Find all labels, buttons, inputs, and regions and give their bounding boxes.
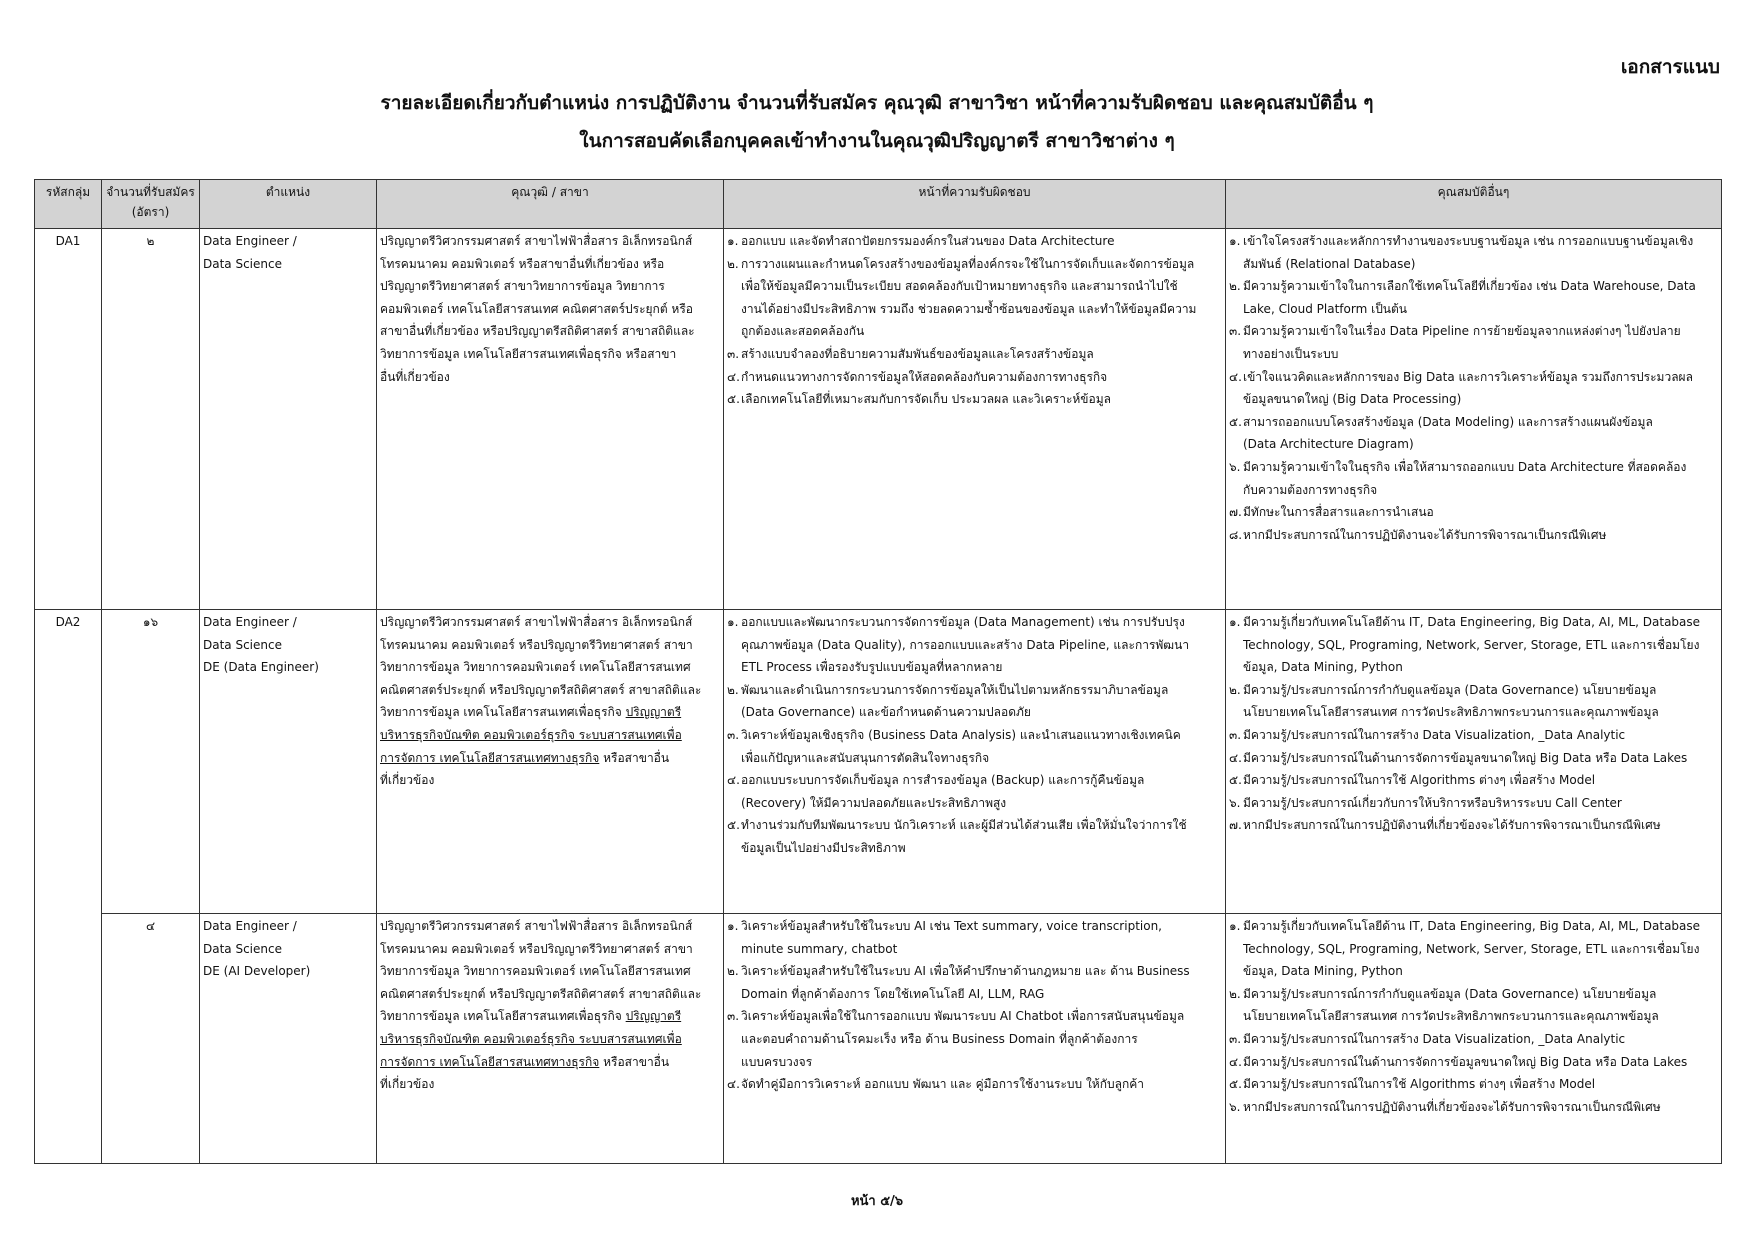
list-item-text: มีความรู้/ประสบการณ์ในการสร้าง Data Visualization, _Data Analytic bbox=[1243, 727, 1626, 742]
list-item bbox=[1229, 320, 1718, 365]
qualification-underlined: การจัดการ เทคโนโลยีสารสนเทศทางธุรกิจ bbox=[380, 1054, 600, 1069]
list-item-number: ๔. bbox=[1229, 750, 1242, 765]
list-item-text: ทางอย่างเป็นระบบ bbox=[1243, 346, 1339, 361]
list-item bbox=[1229, 611, 1718, 679]
list-item bbox=[727, 724, 1222, 769]
list-item-number: ๒. bbox=[727, 964, 739, 979]
list-item-text: พัฒนาและดำเนินการกระบวนการจัดการข้อมูลให้เป็นไปตามหลักธรรมาภิบาลข้อมูล bbox=[741, 682, 1169, 697]
attachment-label: เอกสารแนบ bbox=[1620, 56, 1720, 78]
list-item-number: ๔. bbox=[727, 369, 740, 384]
list-item-text: ETL Process เพื่อรองรับรูปแบบข้อมูลที่หลากหลาย bbox=[741, 660, 1003, 675]
duties-cell bbox=[724, 229, 1226, 610]
list-item bbox=[1229, 501, 1718, 524]
list-item-number: ๑. bbox=[727, 615, 739, 629]
qualification-line: คณิตศาสตร์ประยุกต์ หรือปริญญาตรีสถิติศาสตร์ สาขาสถิติและ bbox=[380, 682, 702, 697]
list-item bbox=[727, 960, 1222, 1005]
qualification-line: ปริญญาตรีวิทยาศาสตร์ สาขาวิทยาการข้อมูล วิทยาการ bbox=[380, 279, 665, 294]
list-item-number: ๓. bbox=[727, 346, 740, 361]
list-item-number: ๑. bbox=[1229, 919, 1241, 933]
qualification-line: อื่นที่เกี่ยวข้อง bbox=[380, 369, 450, 384]
list-item-text: สร้างแบบจำลองที่อธิบายความสัมพันธ์ของข้อมูลและโครงสร้างข้อมูล bbox=[741, 346, 1094, 361]
header-duties: หน้าที่ความรับผิดชอบ bbox=[724, 180, 1226, 229]
table-row bbox=[35, 229, 1722, 610]
list-item bbox=[1229, 769, 1718, 792]
position-line: Data Engineer / bbox=[203, 919, 297, 933]
header-group-code: รหัสกลุ่ม bbox=[35, 180, 102, 229]
list-item-text: ออกแบบและพัฒนากระบวนการจัดการข้อมูล (Data Management) เช่น การปรับปรุง bbox=[741, 615, 1185, 629]
list-item-text: หากมีประสบการณ์ในการปฏิบัติงานจะได้รับการพิจารณาเป็นกรณีพิเศษ bbox=[1243, 527, 1607, 542]
list-item-text: ทำงานร่วมกับทีมพัฒนาระบบ นักวิเคราะห์ และผู้มีส่วนได้ส่วนเสีย เพื่อให้มั่นใจว่าการใช้ bbox=[741, 818, 1187, 833]
qualification-cell bbox=[377, 610, 724, 914]
qualification-line: ปริญญาตรีวิศวกรรมศาสตร์ สาขาไฟฟ้าสื่อสาร อิเล็กทรอนิกส์ bbox=[380, 919, 693, 933]
qualification-line: วิทยาการข้อมูล วิทยาการคอมพิวเตอร์ เทคโนโลยีสารสนเทศ bbox=[380, 964, 691, 979]
list-item-text: Technology, SQL, Programing, Network, Server, Storage, ETL และการเชื่อมโยง bbox=[1243, 941, 1700, 956]
list-item-text: นโยบายเทคโนโลยีสารสนเทศ การวัดประสิทธิภาพกระบวนการและคุณภาพข้อมูล bbox=[1243, 705, 1659, 720]
qualification-line: คอมพิวเตอร์ เทคโนโลยีสารสนเทศ คณิตศาสตร์ประยุกต์ หรือ bbox=[380, 301, 693, 316]
list-item-text: หากมีประสบการณ์ในการปฏิบัติงานที่เกี่ยวข้องจะได้รับการพิจารณาเป็นกรณีพิเศษ bbox=[1243, 818, 1661, 833]
quota-cell: ๔ bbox=[102, 914, 200, 1164]
list-item-text: (Data Governance) และข้อกำหนดด้านความปลอดภัย bbox=[741, 705, 1031, 720]
list-item-text: Domain ที่ลูกค้าต้องการ โดยใช้เทคโนโลยี AI, LLM, RAG bbox=[741, 986, 1045, 1001]
list-item-number: ๕. bbox=[727, 392, 740, 407]
list-item-number: ๕. bbox=[1229, 414, 1242, 429]
other-qualifications-list bbox=[1229, 230, 1718, 546]
list-item-text: นโยบายเทคโนโลยีสารสนเทศ การวัดประสิทธิภาพกระบวนการและคุณภาพข้อมูล bbox=[1243, 1009, 1659, 1024]
position-line: DE (Data Engineer) bbox=[203, 660, 319, 675]
list-item-number: ๗. bbox=[1229, 818, 1242, 833]
position-cell bbox=[200, 610, 377, 914]
header-qualification: คุณวุฒิ / สาขา bbox=[377, 180, 724, 229]
list-item-number: ๕. bbox=[1229, 1077, 1242, 1092]
list-item-number: ๓. bbox=[1229, 1031, 1242, 1046]
list-item-text: ข้อมูลขนาดใหญ่ (Big Data Processing) bbox=[1243, 392, 1462, 407]
qualification-underlined: ปริญญาตรี bbox=[625, 1009, 682, 1024]
qualification-line bbox=[380, 747, 720, 770]
table-row bbox=[35, 610, 1722, 914]
list-item-text: สามารถออกแบบโครงสร้างข้อมูล (Data Modeling) และการสร้างแผนผังข้อมูล bbox=[1243, 414, 1653, 429]
list-item bbox=[1229, 366, 1718, 411]
list-item bbox=[727, 915, 1222, 960]
list-item-text: มีความรู้/ประสบการณ์การกำกับดูแลข้อมูล (Data Governance) นโยบายข้อมูล bbox=[1243, 986, 1657, 1001]
list-item-number: ๑. bbox=[1229, 234, 1241, 248]
duties-cell bbox=[724, 914, 1226, 1164]
document-subtitle: ในการสอบคัดเลือกบุคคลเข้าทำงานในคุณวุฒิปริญญาตรี สาขาวิชาต่าง ๆ bbox=[579, 130, 1175, 152]
list-item-number: ๓. bbox=[727, 727, 740, 742]
list-item-text: มีความรู้ความเข้าใจในธุรกิจ เพื่อให้สามารถออกแบบ Data Architecture ที่สอดคล้อง bbox=[1243, 459, 1687, 474]
list-item bbox=[727, 611, 1222, 679]
list-item bbox=[1229, 724, 1718, 747]
list-item-text: เพื่อให้ข้อมูลมีความเป็นระเบียบ สอดคล้องกับเป้าหมายทางธุรกิจ และสามารถนำไปใช้ bbox=[741, 279, 1178, 294]
group-code-cell: DA2 bbox=[35, 610, 102, 1164]
list-item bbox=[1229, 275, 1718, 320]
list-item-number: ๒. bbox=[727, 256, 739, 271]
header-quota bbox=[102, 180, 200, 229]
list-item-number: ๔. bbox=[1229, 1054, 1242, 1069]
position-line: Data Science bbox=[203, 941, 282, 956]
qualification-line: โทรคมนาคม คอมพิวเตอร์ หรือปริญญาตรีวิทยาศาสตร์ สาขา bbox=[380, 941, 693, 956]
qualification-line: โทรคมนาคม คอมพิวเตอร์ หรือสาขาอื่นที่เกี่ยวข้อง หรือ bbox=[380, 256, 665, 271]
position-line: Data Science bbox=[203, 637, 282, 652]
list-item-number: ๕. bbox=[727, 818, 740, 833]
qualification-text: หรือสาขาอื่น bbox=[599, 750, 670, 765]
position-cell bbox=[200, 914, 377, 1164]
list-item-number: ๓. bbox=[727, 1009, 740, 1024]
list-item-text: และตอบคำถามด้านโรคมะเร็ง หรือ ด้าน Business Domain ที่ลูกค้าต้องการ bbox=[741, 1031, 1138, 1046]
list-item-text: เข้าใจแนวคิดและหลักการของ Big Data และการวิเคราะห์ข้อมูล รวมถึงการประมวลผล bbox=[1243, 369, 1693, 384]
list-item bbox=[1229, 524, 1718, 547]
list-item bbox=[1229, 1028, 1718, 1051]
list-item-text: (Recovery) ให้มีความปลอดภัยและประสิทธิภาพสูง bbox=[741, 795, 1007, 810]
list-item-text: มีความรู้ความเข้าใจในเรื่อง Data Pipeline การย้ายข้อมูลจากแหล่งต่างๆ ไปยังปลาย bbox=[1243, 324, 1681, 339]
qualification-line: ปริญญาตรีวิศวกรรมศาสตร์ สาขาไฟฟ้าสื่อสาร อิเล็กทรอนิกส์ bbox=[380, 615, 693, 629]
list-item-number: ๖. bbox=[1229, 459, 1241, 474]
list-item-text: กำหนดแนวทางการจัดการข้อมูลให้สอดคล้องกับความต้องการทางธุรกิจ bbox=[741, 369, 1108, 384]
qualification-line bbox=[380, 1005, 720, 1028]
list-item-text: มีความรู้เกี่ยวกับเทคโนโลยีด้าน IT, Data Engineering, Big Data, AI, ML, Database bbox=[1243, 919, 1701, 933]
other-qualifications-cell bbox=[1226, 914, 1722, 1164]
list-item-text: (Data Architecture Diagram) bbox=[1243, 437, 1414, 452]
list-item-text: minute summary, chatbot bbox=[741, 941, 898, 956]
position-line: Data Science bbox=[203, 256, 282, 271]
group-code-cell: DA1 bbox=[35, 229, 102, 610]
table-header-row bbox=[35, 180, 1722, 229]
list-item-number: ๔. bbox=[727, 1077, 740, 1092]
position-line: Data Engineer / bbox=[203, 234, 297, 248]
quota-cell: ๑๖ bbox=[102, 610, 200, 914]
qualification-line: วิทยาการข้อมูล วิทยาการคอมพิวเตอร์ เทคโนโลยีสารสนเทศ bbox=[380, 660, 691, 675]
list-item-text: สัมพันธ์ (Relational Database) bbox=[1243, 256, 1416, 271]
other-qualifications-list bbox=[1229, 915, 1718, 1118]
list-item bbox=[727, 388, 1222, 411]
list-item bbox=[727, 343, 1222, 366]
qualification-underlined: บริหารธุรกิจบัณฑิต คอมพิวเตอร์ธุรกิจ ระบบสารสนเทศเพื่อ bbox=[380, 727, 682, 742]
list-item-text: งานได้อย่างมีประสิทธิภาพ รวมถึง ช่วยลดความซ้ำซ้อนของข้อมูล และทำให้ข้อมูลมีความ bbox=[741, 301, 1197, 316]
list-item bbox=[727, 814, 1222, 859]
list-item-text: ข้อมูลเป็นไปอย่างมีประสิทธิภาพ bbox=[741, 840, 906, 855]
list-item-text: มีความรู้/ประสบการณ์ในด้านการจัดการข้อมูลขนาดใหญ่ Big Data หรือ Data Lakes bbox=[1243, 1054, 1688, 1069]
list-item-text: มีความรู้/ประสบการณ์การกำกับดูแลข้อมูล (Data Governance) นโยบายข้อมูล bbox=[1243, 682, 1657, 697]
list-item bbox=[1229, 814, 1718, 837]
qualification-line bbox=[380, 1051, 720, 1074]
header-quota-line1: จำนวนที่รับสมัคร bbox=[106, 185, 195, 199]
qualification-line: วิทยาการข้อมูล เทคโนโลยีสารสนเทศเพื่อธุรกิจ หรือสาขา bbox=[380, 346, 677, 361]
list-item bbox=[1229, 230, 1718, 275]
list-item-text: Lake, Cloud Platform เป็นต้น bbox=[1243, 301, 1408, 316]
list-item-text: หากมีประสบการณ์ในการปฏิบัติงานที่เกี่ยวข้องจะได้รับการพิจารณาเป็นกรณีพิเศษ bbox=[1243, 1099, 1661, 1114]
list-item-text: ข้อมูล, Data Mining, Python bbox=[1243, 660, 1403, 675]
duties-cell bbox=[724, 610, 1226, 914]
qualification-line: ที่เกี่ยวข้อง bbox=[380, 773, 435, 788]
position-line: DE (AI Developer) bbox=[203, 964, 311, 979]
duties-list bbox=[727, 230, 1222, 411]
list-item-text: Technology, SQL, Programing, Network, Server, Storage, ETL และการเชื่อมโยง bbox=[1243, 637, 1700, 652]
list-item-number: ๔. bbox=[727, 773, 740, 788]
qualification-line: โทรคมนาคม คอมพิวเตอร์ หรือปริญญาตรีวิทยาศาสตร์ สาขา bbox=[380, 637, 693, 652]
list-item-text: วิเคราะห์ข้อมูลเพื่อใช้ในการออกแบบ พัฒนาระบบ AI Chatbot เพื่อการสนับสนุนข้อมูล bbox=[741, 1009, 1185, 1024]
qualification-line: คณิตศาสตร์ประยุกต์ หรือปริญญาตรีสถิติศาสตร์ สาขาสถิติและ bbox=[380, 986, 702, 1001]
list-item-text: มีความรู้/ประสบการณ์ในการใช้ Algorithms ต่างๆ เพื่อสร้าง Model bbox=[1243, 1077, 1596, 1092]
table-row bbox=[35, 914, 1722, 1164]
list-item-number: ๓. bbox=[1229, 324, 1242, 339]
qualification-text: วิทยาการข้อมูล เทคโนโลยีสารสนเทศเพื่อธุรกิจ bbox=[380, 1009, 622, 1024]
list-item bbox=[727, 679, 1222, 724]
quota-cell: ๒ bbox=[102, 229, 200, 610]
header-other-qualifications: คุณสมบัติอื่นๆ bbox=[1226, 180, 1722, 229]
qualification-line: ปริญญาตรีวิศวกรรมศาสตร์ สาขาไฟฟ้าสื่อสาร อิเล็กทรอนิกส์ bbox=[380, 234, 693, 248]
list-item-number: ๓. bbox=[1229, 727, 1242, 742]
qualification-underlined: การจัดการ เทคโนโลยีสารสนเทศทางธุรกิจ bbox=[380, 750, 600, 765]
list-item-text: เลือกเทคโนโลยีที่เหมาะสมกับการจัดเก็บ ประมวลผล และวิเคราะห์ข้อมูล bbox=[741, 392, 1111, 407]
list-item-number: ๒. bbox=[1229, 682, 1241, 697]
other-qualifications-cell bbox=[1226, 610, 1722, 914]
list-item-number: ๖. bbox=[1229, 1099, 1241, 1114]
list-item-number: ๒. bbox=[1229, 986, 1241, 1001]
list-item-text: ถูกต้องและสอดคล้องกัน bbox=[741, 324, 865, 339]
list-item bbox=[727, 230, 1222, 253]
position-line: Data Engineer / bbox=[203, 615, 297, 629]
qualification-underlined: บริหารธุรกิจบัณฑิต คอมพิวเตอร์ธุรกิจ ระบบสารสนเทศเพื่อ bbox=[380, 1031, 682, 1046]
other-qualifications-list bbox=[1229, 611, 1718, 837]
list-item-text: มีทักษะในการสื่อสารและการนำเสนอ bbox=[1243, 505, 1434, 520]
list-item bbox=[1229, 1051, 1718, 1074]
list-item-number: ๔. bbox=[1229, 369, 1242, 384]
list-item bbox=[727, 253, 1222, 343]
qualification-cell bbox=[377, 914, 724, 1164]
list-item-number: ๑. bbox=[727, 919, 739, 933]
qualification-text: หรือสาขาอื่น bbox=[599, 1054, 670, 1069]
list-item bbox=[1229, 1073, 1718, 1096]
document-title: รายละเอียดเกี่ยวกับตำแหน่ง การปฏิบัติงาน จำนวนที่รับสมัคร คุณวุฒิ สาขาวิชา หน้าที่ความรับผิดชอบ และคุณสมบัติอื่น ๆ bbox=[380, 92, 1374, 114]
list-item-text: มีความรู้/ประสบการณ์ในการสร้าง Data Visualization, _Data Analytic bbox=[1243, 1031, 1626, 1046]
list-item-text: วิเคราะห์ข้อมูลเชิงธุรกิจ (Business Data Analysis) และนำเสนอแนวทางเชิงเทคนิค bbox=[741, 727, 1181, 742]
list-item bbox=[727, 1005, 1222, 1073]
position-cell bbox=[200, 229, 377, 610]
list-item bbox=[727, 1073, 1222, 1096]
list-item bbox=[1229, 411, 1718, 456]
header-position: ตำแหน่ง bbox=[200, 180, 377, 229]
list-item-text: จัดทำคู่มือการวิเคราะห์ ออกแบบ พัฒนา และ คู่มือการใช้งานระบบ ให้กับลูกค้า bbox=[741, 1077, 1144, 1092]
positions-table bbox=[34, 179, 1722, 1164]
duties-list bbox=[727, 611, 1222, 860]
list-item bbox=[1229, 456, 1718, 501]
list-item bbox=[1229, 1096, 1718, 1119]
list-item-text: กับความต้องการทางธุรกิจ bbox=[1243, 482, 1378, 497]
list-item-text: เพื่อแก้ปัญหาและสนับสนุนการตัดสินใจทางธุรกิจ bbox=[741, 750, 990, 765]
qualification-cell bbox=[377, 229, 724, 610]
list-item-text: วิเคราะห์ข้อมูลสำหรับใช้ในระบบ AI เพื่อให้คำปรึกษาด้านกฎหมาย และ ด้าน Business bbox=[741, 964, 1190, 979]
qualification-line bbox=[380, 701, 720, 724]
list-item-number: ๒. bbox=[1229, 279, 1241, 294]
list-item bbox=[1229, 679, 1718, 724]
list-item bbox=[727, 366, 1222, 389]
list-item-text: แบบครบวงจร bbox=[741, 1054, 813, 1069]
qualification-line: ที่เกี่ยวข้อง bbox=[380, 1077, 435, 1092]
list-item-number: ๖. bbox=[1229, 795, 1241, 810]
list-item-text: ออกแบบระบบการจัดเก็บข้อมูล การสำรองข้อมูล (Backup) และการกู้คืนข้อมูล bbox=[741, 773, 1145, 788]
list-item-number: ๒. bbox=[727, 682, 739, 697]
list-item bbox=[1229, 915, 1718, 983]
list-item-number: ๑. bbox=[1229, 615, 1241, 629]
list-item-text: การวางแผนและกำหนดโครงสร้างของข้อมูลที่องค์กรจะใช้ในการจัดเก็บและจัดการข้อมูล bbox=[741, 256, 1195, 271]
header-quota-line2: (อัตรา) bbox=[131, 205, 170, 219]
other-qualifications-cell bbox=[1226, 229, 1722, 610]
list-item bbox=[727, 769, 1222, 814]
list-item-text: ออกแบบ และจัดทำสถาปัตยกรรมองค์กรในส่วนของ Data Architecture bbox=[741, 234, 1115, 248]
list-item-number: ๑. bbox=[727, 234, 739, 248]
qualification-underlined: ปริญญาตรี bbox=[625, 705, 682, 720]
list-item-number: ๕. bbox=[1229, 773, 1242, 788]
list-item bbox=[1229, 983, 1718, 1028]
list-item-text: มีความรู้/ประสบการณ์เกี่ยวกับการให้บริการหรือบริหารระบบ Call Center bbox=[1243, 795, 1622, 810]
page-number: หน้า ๕/๖ bbox=[850, 1194, 904, 1209]
qualification-text: วิทยาการข้อมูล เทคโนโลยีสารสนเทศเพื่อธุรกิจ bbox=[380, 705, 622, 720]
list-item-text: เข้าใจโครงสร้างและหลักการทำงานของระบบฐานข้อมูล เช่น การออกแบบฐานข้อมูลเชิง bbox=[1243, 234, 1694, 248]
list-item-text: คุณภาพข้อมูล (Data Quality), การออกแบบและสร้าง Data Pipeline, และการพัฒนา bbox=[741, 637, 1190, 652]
duties-list bbox=[727, 915, 1222, 1096]
list-item-number: ๗. bbox=[1229, 505, 1242, 520]
list-item-text: มีความรู้/ประสบการณ์ในการใช้ Algorithms ต่างๆ เพื่อสร้าง Model bbox=[1243, 773, 1596, 788]
list-item bbox=[1229, 792, 1718, 815]
list-item-text: มีความรู้เกี่ยวกับเทคโนโลยีด้าน IT, Data Engineering, Big Data, AI, ML, Database bbox=[1243, 615, 1701, 629]
list-item-text: ข้อมูล, Data Mining, Python bbox=[1243, 964, 1403, 979]
list-item-number: ๘. bbox=[1229, 527, 1243, 542]
qualification-line: สาขาอื่นที่เกี่ยวข้อง หรือปริญญาตรีสถิติศาสตร์ สาขาสถิติและ bbox=[380, 324, 695, 339]
list-item-text: วิเคราะห์ข้อมูลสำหรับใช้ในระบบ AI เช่น Text summary, voice transcription, bbox=[741, 919, 1162, 933]
list-item-text: มีความรู้ความเข้าใจในการเลือกใช้เทคโนโลยีที่เกี่ยวข้อง เช่น Data Warehouse, Data bbox=[1243, 279, 1696, 294]
list-item bbox=[1229, 747, 1718, 770]
list-item-text: มีความรู้/ประสบการณ์ในด้านการจัดการข้อมูลขนาดใหญ่ Big Data หรือ Data Lakes bbox=[1243, 750, 1688, 765]
